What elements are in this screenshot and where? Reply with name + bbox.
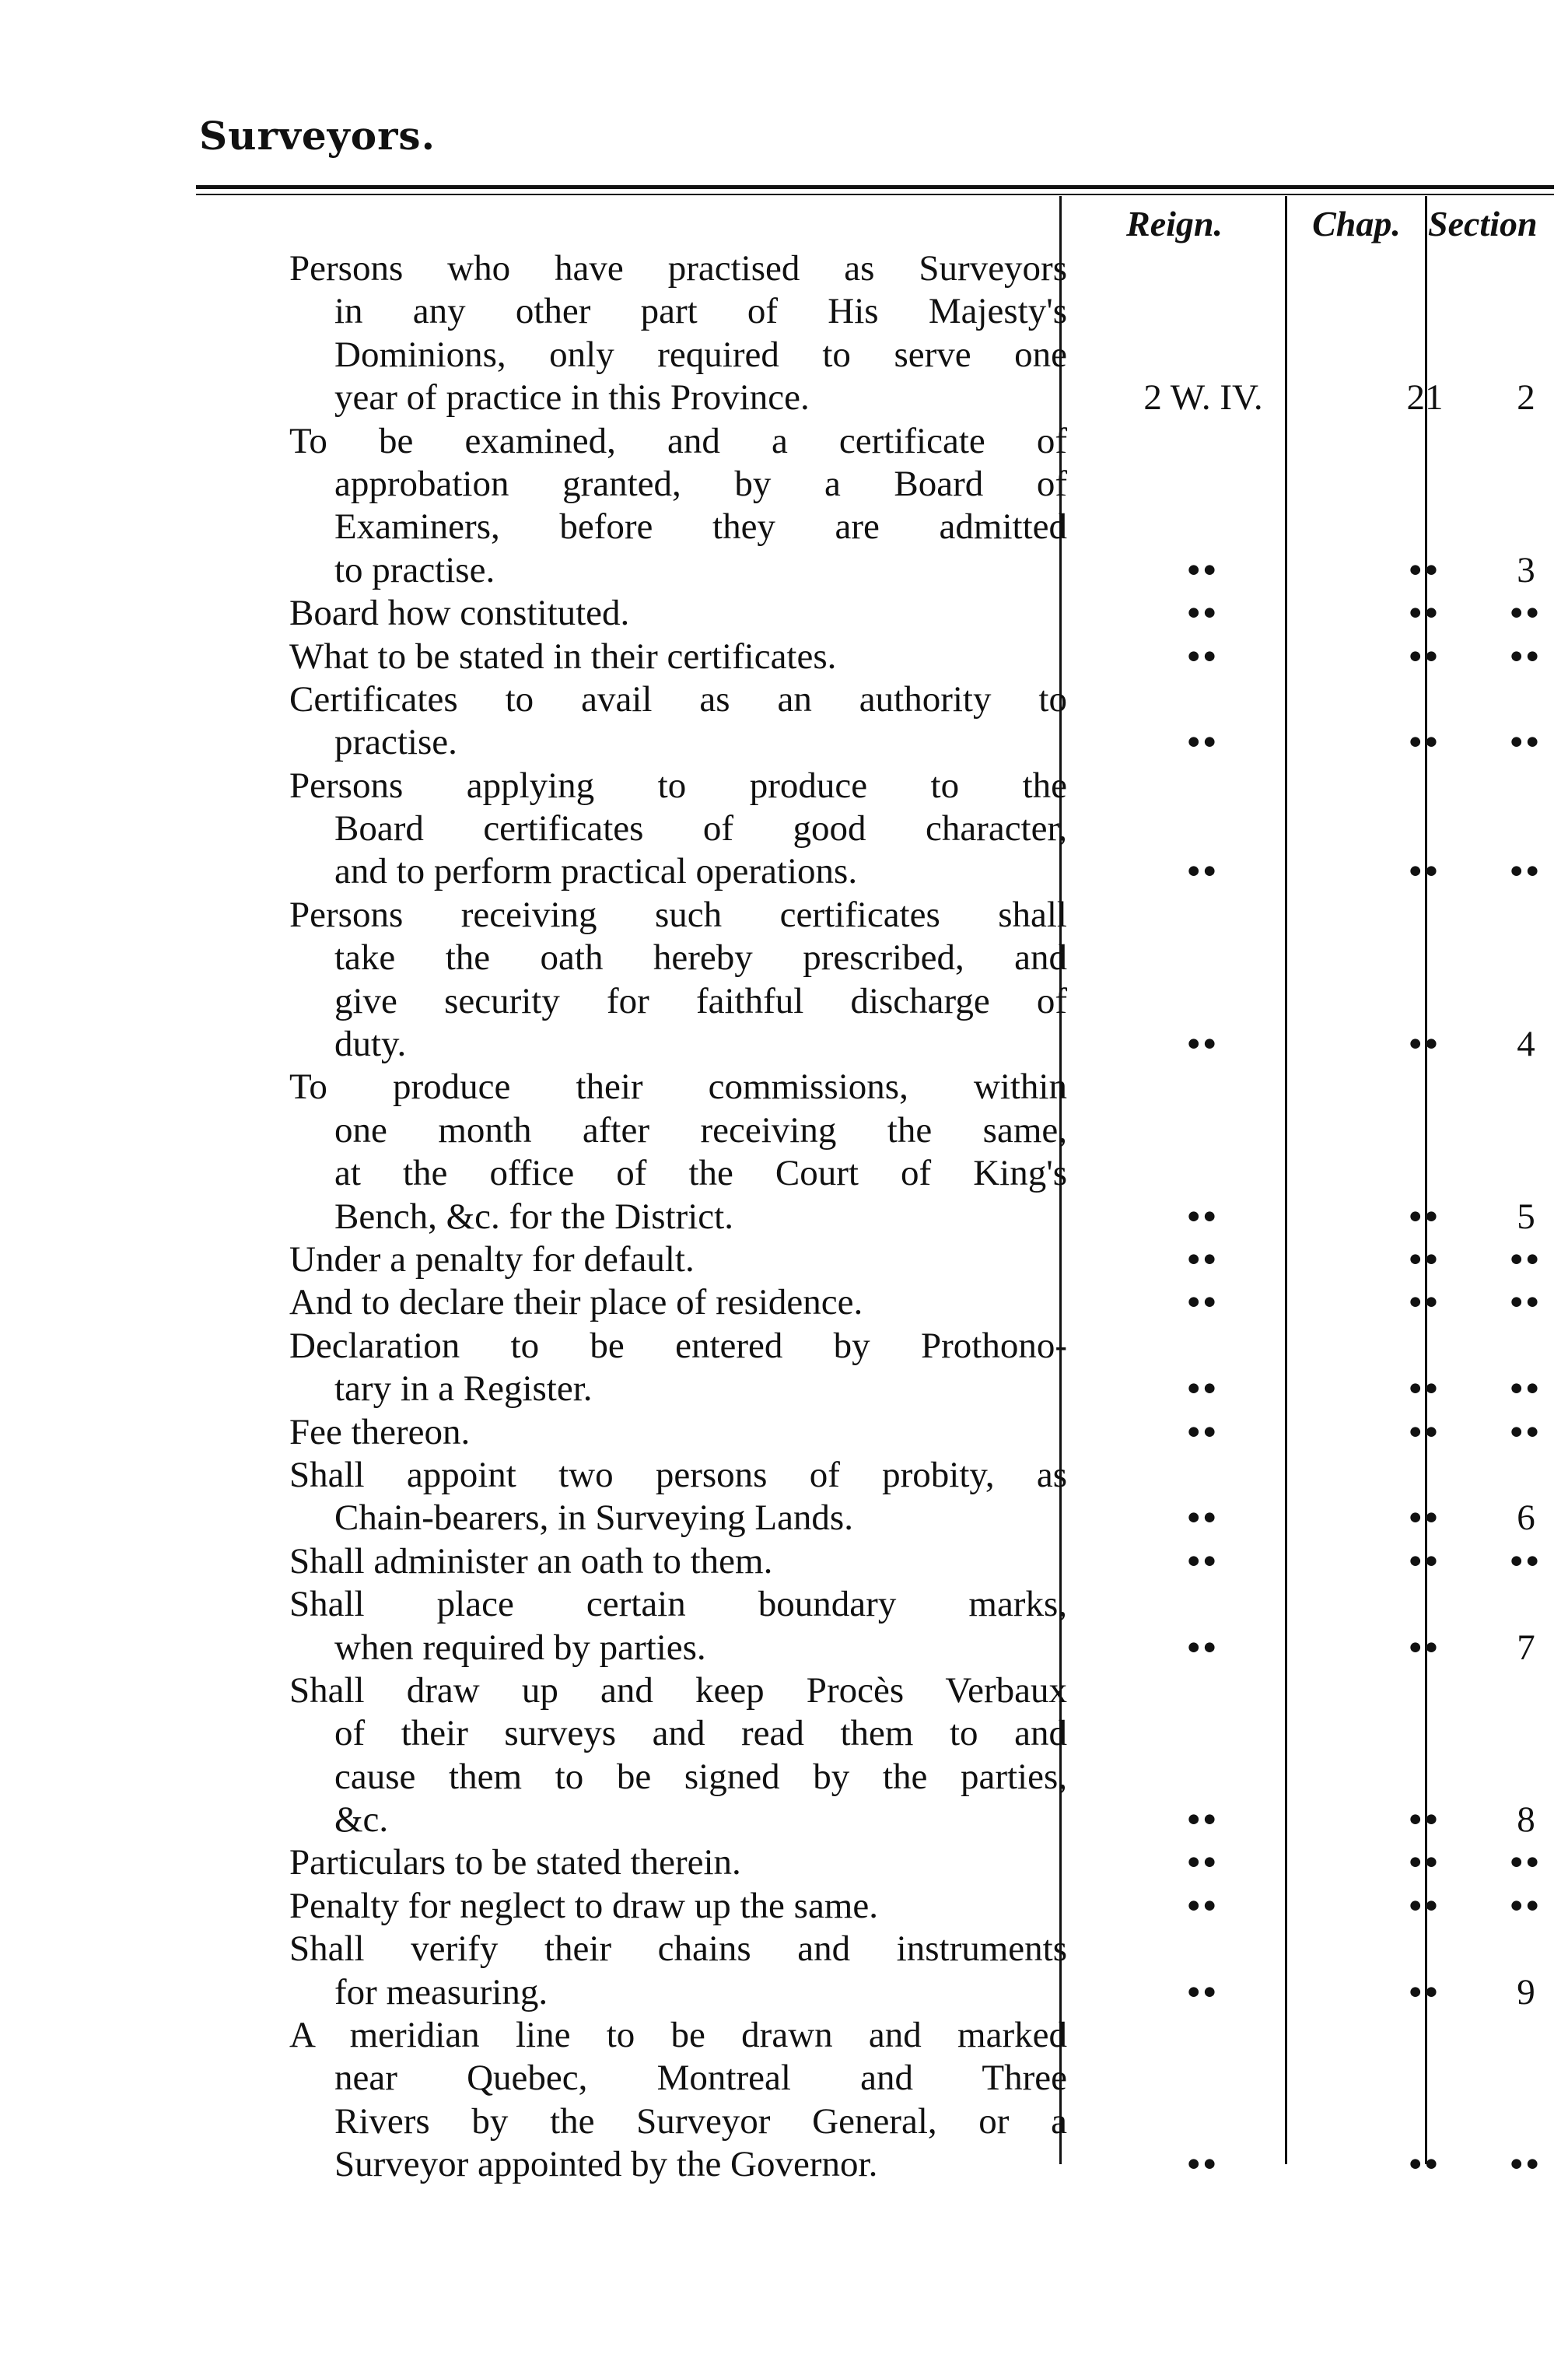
reign-cell: ••	[1187, 1842, 1220, 1883]
entry-text-line: for measuring.	[334, 1971, 548, 2012]
chapter-cell: ••	[1409, 1799, 1441, 1841]
section-cell: 4	[1517, 1024, 1535, 1065]
chapter-cell: ••	[1409, 1196, 1441, 1237]
section-cell: 6	[1517, 1498, 1535, 1539]
reign-cell: ••	[1187, 2144, 1220, 2185]
entry-text-line: approbation granted, by a Board of	[334, 463, 1067, 504]
index-entry	[289, 1325, 1542, 1411]
reign-cell: ••	[1187, 1799, 1220, 1841]
index-entry	[289, 1583, 1535, 1669]
entry-text-line: Certificates to avail as an authority to	[289, 678, 1067, 720]
entry-text-line: Bench, &c. for the District.	[334, 1196, 733, 1237]
section-cell: ••	[1510, 636, 1542, 677]
index-entry	[289, 1928, 1535, 2014]
index-entry	[289, 420, 1535, 593]
chapter-cell: ••	[1409, 1282, 1441, 1323]
section-cell: ••	[1510, 1842, 1542, 1883]
entry-text-line: one month after receiving the same,	[334, 1109, 1067, 1151]
column-header-section: Section	[1428, 204, 1538, 243]
entry-text-line: Shall appoint two persons of probity, as	[289, 1454, 1067, 1495]
reign-cell: ••	[1187, 636, 1220, 677]
index-entry	[289, 1281, 1542, 1324]
chapter-cell: ••	[1409, 1411, 1441, 1452]
reign-cell: ••	[1187, 1282, 1220, 1323]
header-rule-thin	[196, 194, 1554, 195]
entry-text-line: &c.	[334, 1799, 389, 1841]
chapter-cell: ••	[1409, 722, 1441, 763]
section-cell: ••	[1510, 2144, 1542, 2185]
reign-cell: ••	[1187, 549, 1220, 590]
reign-cell: ••	[1187, 1238, 1220, 1280]
entry-text-line: Dominions, only required to serve one	[334, 334, 1067, 375]
section-cell: 3	[1517, 549, 1535, 590]
entry-text-line: of their surveys and read them to and	[334, 1713, 1067, 1754]
reign-cell: ••	[1187, 722, 1220, 763]
chapter-cell: ••	[1409, 1540, 1441, 1582]
chapter-cell: ••	[1409, 1368, 1441, 1410]
chapter-cell: ••	[1409, 1885, 1441, 1926]
chapter-cell: ••	[1409, 1627, 1441, 1668]
index-entry	[289, 894, 1535, 1067]
section-cell: 2	[1517, 377, 1535, 419]
header-rule-thick	[196, 185, 1554, 189]
entry-text-line: near Quebec, Montreal and Three	[334, 2058, 1067, 2099]
column-header-chap: Chap.	[1312, 204, 1401, 243]
index-entry	[289, 678, 1542, 765]
section-cell: ••	[1510, 722, 1542, 763]
reign-cell: ••	[1187, 1627, 1220, 1668]
entry-text-line: Shall draw up and keep Procès Verbaux	[289, 1669, 1067, 1711]
index-entry	[289, 1066, 1535, 1238]
section-cell: 7	[1517, 1627, 1535, 1668]
entry-text-line: in any other part of His Majesty's	[334, 291, 1067, 332]
section-cell: ••	[1510, 593, 1542, 634]
section-cell: 8	[1517, 1799, 1535, 1841]
reign-cell: ••	[1187, 1024, 1220, 1065]
index-entry	[289, 1669, 1535, 1842]
running-title: Surveyors.	[199, 113, 436, 159]
index-entry	[289, 636, 1542, 678]
chapter-cell: ••	[1409, 851, 1441, 892]
chapter-cell: ••	[1409, 1024, 1441, 1065]
entry-text-line: cause them to be signed by the parties,	[334, 1756, 1067, 1797]
section-cell: 9	[1517, 1971, 1535, 2012]
section-cell: ••	[1510, 851, 1542, 892]
entry-text-line: Board how constituted.	[289, 593, 630, 634]
chapter-cell: ••	[1409, 1238, 1441, 1280]
reign-cell: 2 W. IV.	[1143, 377, 1263, 419]
entry-text-line: give security for faithful discharge of	[334, 980, 1067, 1021]
chapter-cell: ••	[1409, 549, 1441, 590]
entry-text-line: And to declare their place of residence.	[289, 1282, 863, 1323]
index-entry	[289, 1238, 1542, 1281]
chapter-cell: ••	[1409, 593, 1441, 634]
reign-cell: ••	[1187, 1368, 1220, 1410]
index-entries	[289, 247, 1542, 2187]
entry-text-line: Persons applying to produce to the	[289, 765, 1067, 806]
section-cell: ••	[1510, 1540, 1542, 1582]
section-cell: ••	[1510, 1411, 1542, 1452]
index-entry	[289, 1454, 1535, 1540]
entry-text-line: Penalty for neglect to draw up the same.	[289, 1885, 878, 1926]
entry-text-line: To be examined, and a certificate of	[289, 420, 1067, 461]
section-cell: 5	[1517, 1196, 1535, 1237]
index-entry	[289, 765, 1542, 894]
section-cell: ••	[1510, 1282, 1542, 1323]
section-cell: ••	[1510, 1368, 1542, 1410]
reign-cell: ••	[1187, 1885, 1220, 1926]
chapter-cell: ••	[1409, 636, 1441, 677]
entry-text-line: tary in a Register.	[334, 1368, 593, 1410]
entry-text-line: and to perform practical operations.	[334, 851, 858, 892]
entry-text-line: year of practice in this Province.	[334, 377, 810, 419]
index-entry	[289, 1841, 1542, 1884]
chapter-cell: ••	[1409, 1971, 1441, 2012]
reign-cell: ••	[1187, 1971, 1220, 2012]
entry-text-line: Under a penalty for default.	[289, 1238, 695, 1280]
entry-text-line: Examiners, before they are admitted	[334, 506, 1067, 548]
chapter-cell: 21	[1406, 377, 1444, 419]
entry-text-line: A meridian line to be drawn and marked	[289, 2015, 1067, 2056]
entry-text-line: Fee thereon.	[289, 1411, 471, 1452]
entry-text-line: To produce their commissions, within	[289, 1067, 1067, 1108]
chapter-cell: ••	[1409, 1498, 1441, 1539]
reign-cell: ••	[1187, 1411, 1220, 1452]
entry-text-line: Persons receiving such certificates shall	[289, 894, 1067, 935]
column-header-reign: Reign.	[1126, 204, 1223, 243]
entry-text-line: practise.	[334, 722, 457, 763]
index-entry	[289, 247, 1535, 420]
chapter-cell: ••	[1409, 2144, 1441, 2185]
index-entry	[289, 2014, 1542, 2187]
index-entry	[289, 1885, 1542, 1928]
reign-cell: ••	[1187, 1498, 1220, 1539]
entry-text-line: Shall place certain boundary marks,	[289, 1584, 1067, 1625]
entry-text-line: Shall verify their chains and instruments	[289, 1928, 1067, 1970]
entry-text-line: Declaration to be entered by Prothono-	[289, 1325, 1067, 1366]
entry-text-line: Persons who have practised as Surveyors	[289, 248, 1067, 289]
entry-text-line: What to be stated in their certificates.	[289, 636, 837, 677]
reign-cell: ••	[1187, 1540, 1220, 1582]
entry-text-line: duty.	[334, 1024, 407, 1065]
entry-text-line: when required by parties.	[334, 1627, 706, 1668]
entry-text-line: Surveyor appointed by the Governor.	[334, 2144, 878, 2185]
reign-cell: ••	[1187, 851, 1220, 892]
chapter-cell: ••	[1409, 1842, 1441, 1883]
entry-text-line: at the office of the Court of King's	[334, 1153, 1067, 1194]
entry-text-line: Shall administer an oath to them.	[289, 1540, 773, 1582]
index-entry	[289, 592, 1542, 635]
reign-cell: ••	[1187, 593, 1220, 634]
entry-text-line: Particulars to be stated therein.	[289, 1842, 741, 1883]
reign-cell: ••	[1187, 1196, 1220, 1237]
section-cell: ••	[1510, 1885, 1542, 1926]
entry-text-line: to practise.	[334, 549, 495, 590]
entry-text-line: Chain-bearers, in Surveying Lands.	[334, 1498, 853, 1539]
entry-text-line: take the oath hereby prescribed, and	[334, 937, 1067, 979]
index-entry	[289, 1411, 1542, 1454]
entry-text-line: Board certificates of good character,	[334, 808, 1067, 849]
index-entry	[289, 1540, 1542, 1583]
entry-text-line: Rivers by the Surveyor General, or a	[334, 2100, 1067, 2142]
section-cell: ••	[1510, 1238, 1542, 1280]
